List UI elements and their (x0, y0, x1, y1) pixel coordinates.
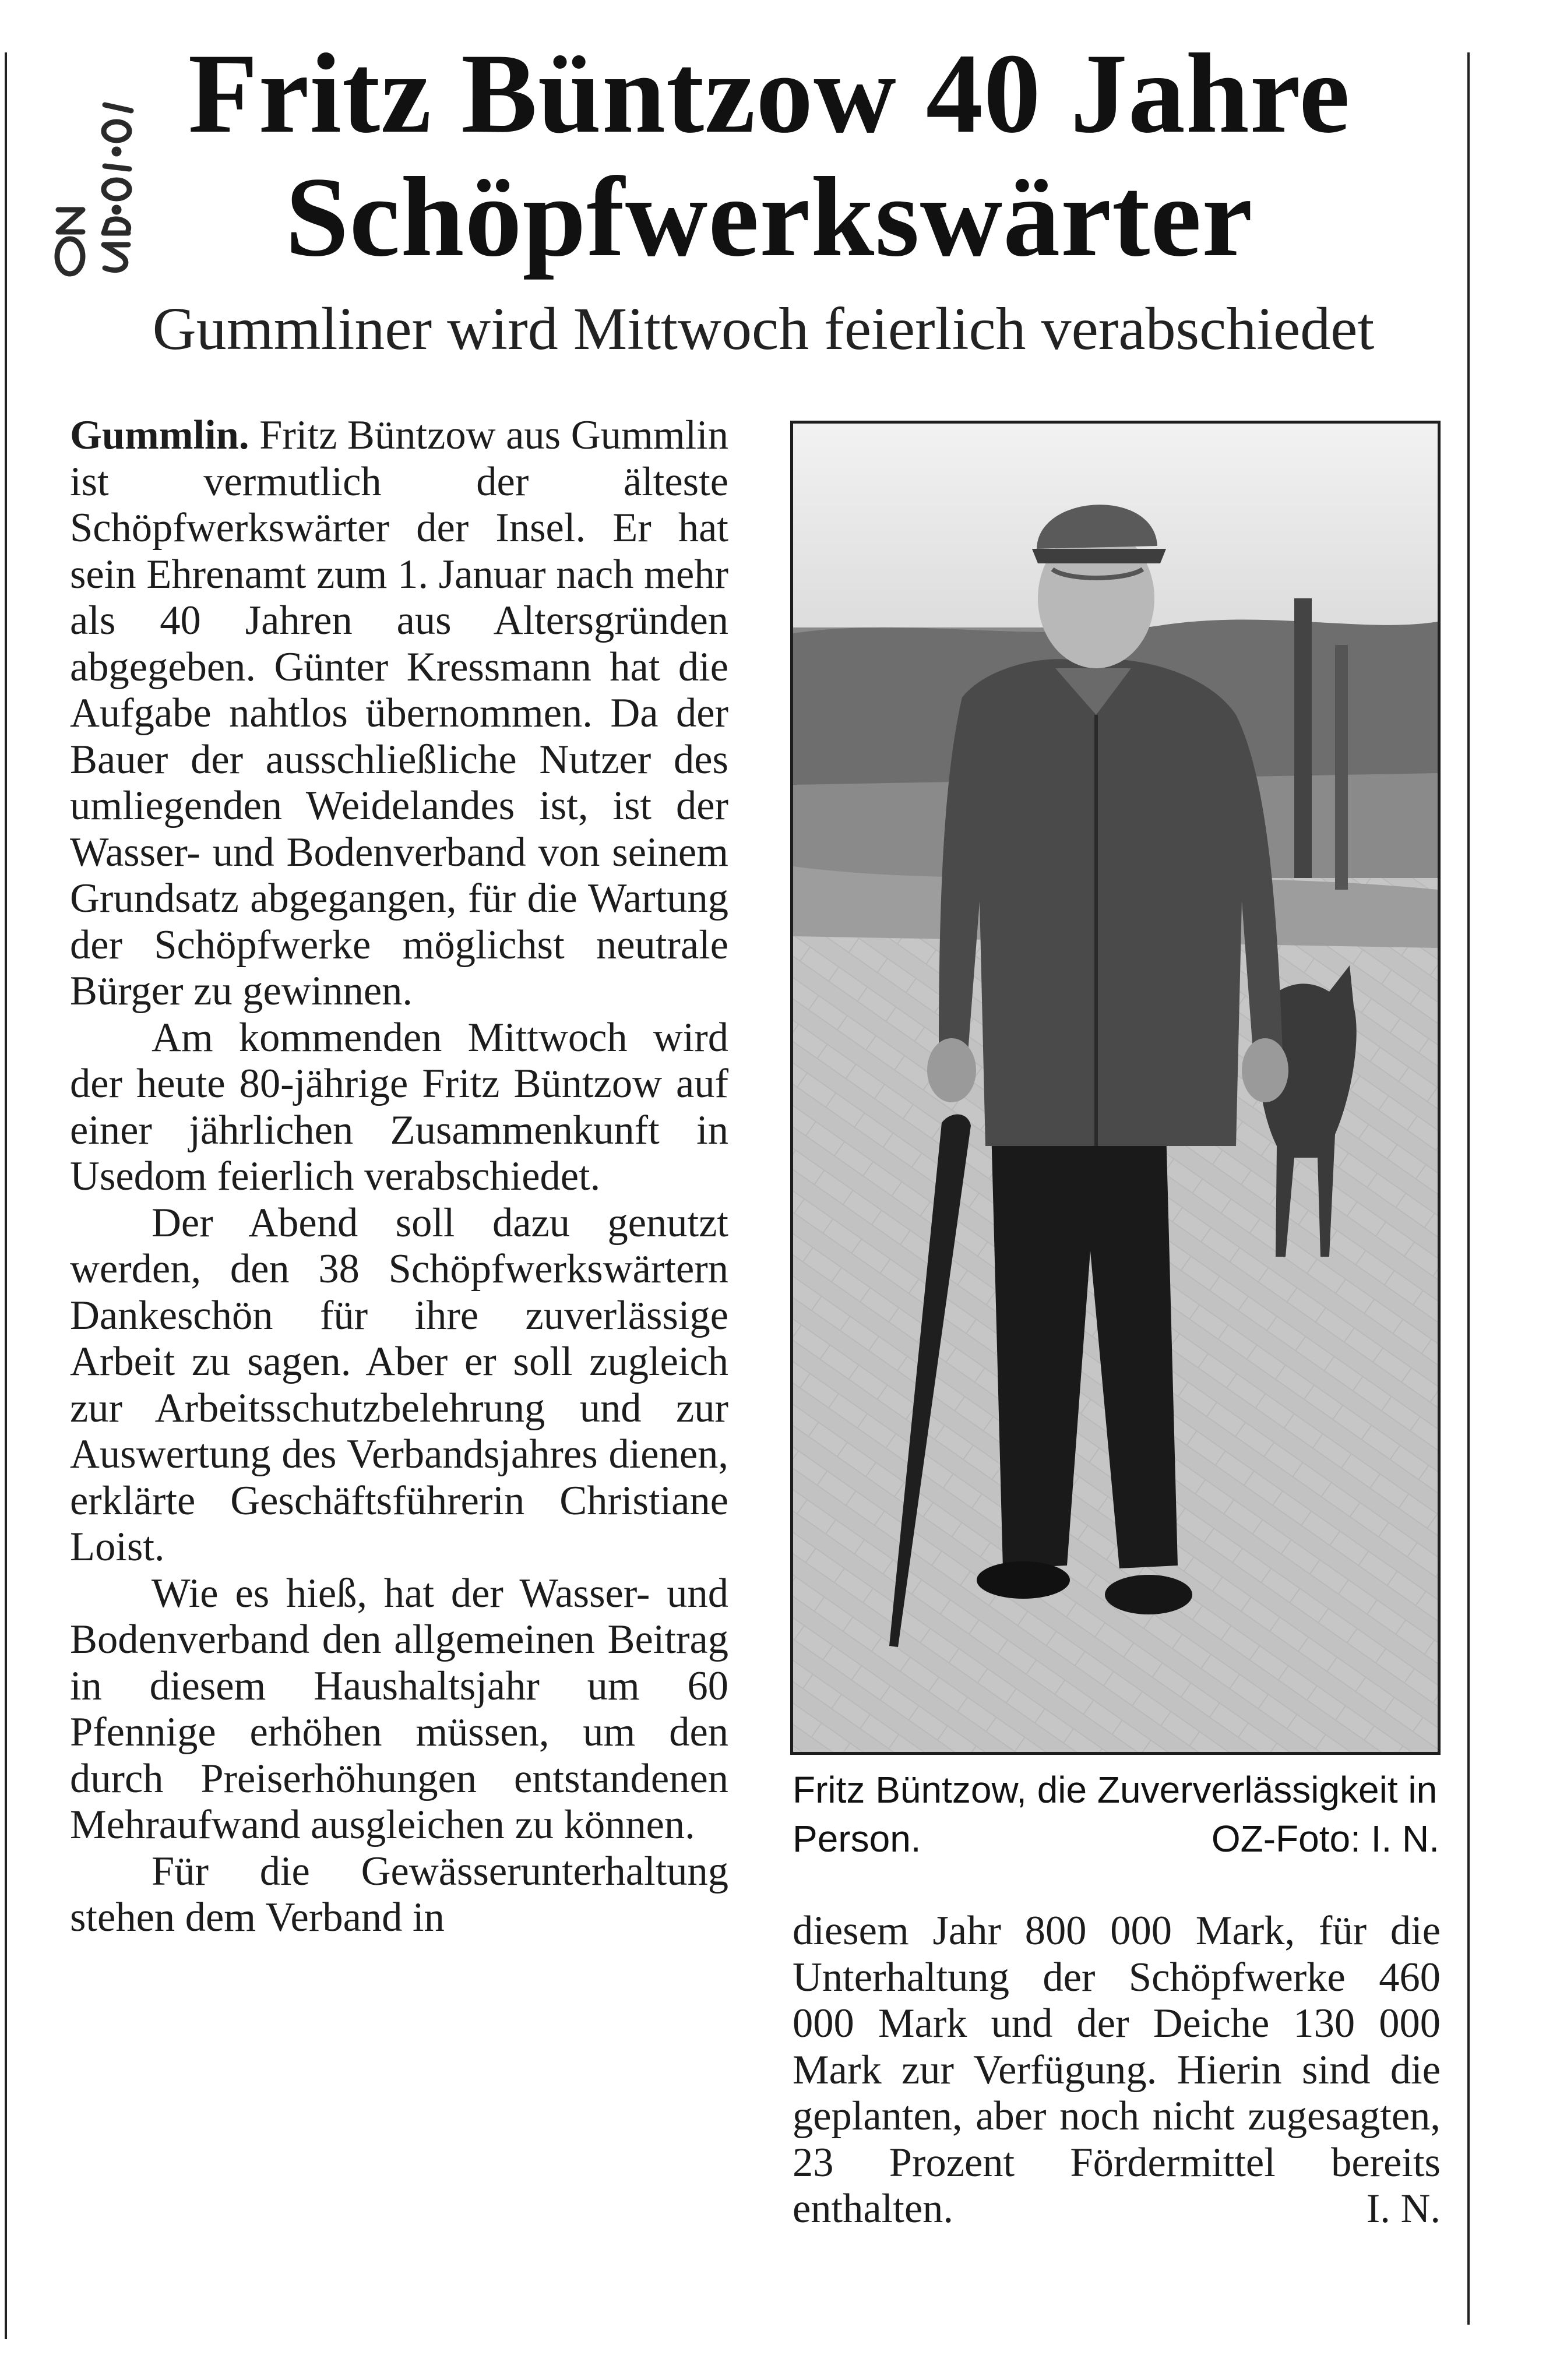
paragraph-1-text: Fritz Büntzow aus Gummlin ist vermutlich der älteste Schöpfwerkswärter der Insel. Er hat sein Ehrenamt zum 1. Januar nach mehr als 40 Jahren aus Altersgründen abgegeben. Günter Kressmann hat die Aufgabe nahtlos übernommen. Da der Bauer der ausschließliche Nutzer des umliegenden Weidelandes ist, ist der Wasser- und Bodenverband von seinem Grundsatz abgegangen, für die Wartung der Schöpfwerke möglichst neutrale Bürger zu gewinnen. (70, 412, 728, 1014)
subheadline: Gummliner wird Mittwoch feierlich verabschiedet (152, 295, 1375, 362)
headline-line-1: Fritz Büntzow 40 Jahre (188, 30, 1351, 157)
article-continuation (793, 1908, 1441, 2233)
continuation-text: diesem Jahr 800 000 Mark, für die Unterhaltung der Schöpfwerke 460 000 Mark und der Deiche 130 000 Mark zur Verfügung. Hierin sind die geplanten, aber noch nicht zugesagten, 23 Prozent Fördermittel bereits enthalten. (793, 1908, 1441, 2231)
photo-caption-text: Fritz Büntzow, die Zuververlässigkeit in Person. (793, 1769, 1438, 1860)
left-column-rule (5, 52, 7, 2339)
dateline: Gummlin. (70, 412, 249, 458)
headline (99, 32, 1439, 279)
article-column-right (793, 1908, 1441, 2233)
author-initials: I. N. (1366, 2186, 1441, 2231)
article-paragraph-2: Am kommenden Mittwoch wird der heute 80-jährige Fritz Büntzow auf einer jährlichen Zusammenkunft in Usedom feierlich verabschiedet. (70, 1014, 728, 1199)
news-photo (790, 421, 1441, 1755)
photo-credit: OZ-Foto: I. N. (1211, 1818, 1439, 1860)
article-paragraph-4: Wie es hieß, hat der Wasser- und Bodenverband den allgemeinen Beitrag in diesem Haushaltsjahr um 60 Pfennige erhöhen müssen, um den durch Preiserhöhungen entstandenen Mehraufwand ausgleichen zu können. (70, 1570, 728, 1847)
article-paragraph-3: Der Abend soll dazu genutzt werden, den 38 Schöpfwerkswärtern Dankeschön für ihre zuverlässige Arbeit zu sagen. Aber er soll zugleich zur Arbeitsschutzbelehrung und zur Auswertung des Verbandsjahres dienen, erklärte Geschäftsführerin Christiane Loist. (70, 1200, 728, 1570)
article-paragraph-5: Für die Gewässerunterhaltung stehen dem Verband in (70, 1848, 728, 1940)
photo-caption (793, 1765, 1439, 1863)
headline-line-2: Schöpfwerkswärter (285, 154, 1253, 280)
article-paragraph-1 (70, 412, 728, 1015)
right-column-rule (1467, 52, 1470, 2325)
photo-illustration (793, 424, 1438, 1752)
article-column-left (70, 412, 728, 1941)
